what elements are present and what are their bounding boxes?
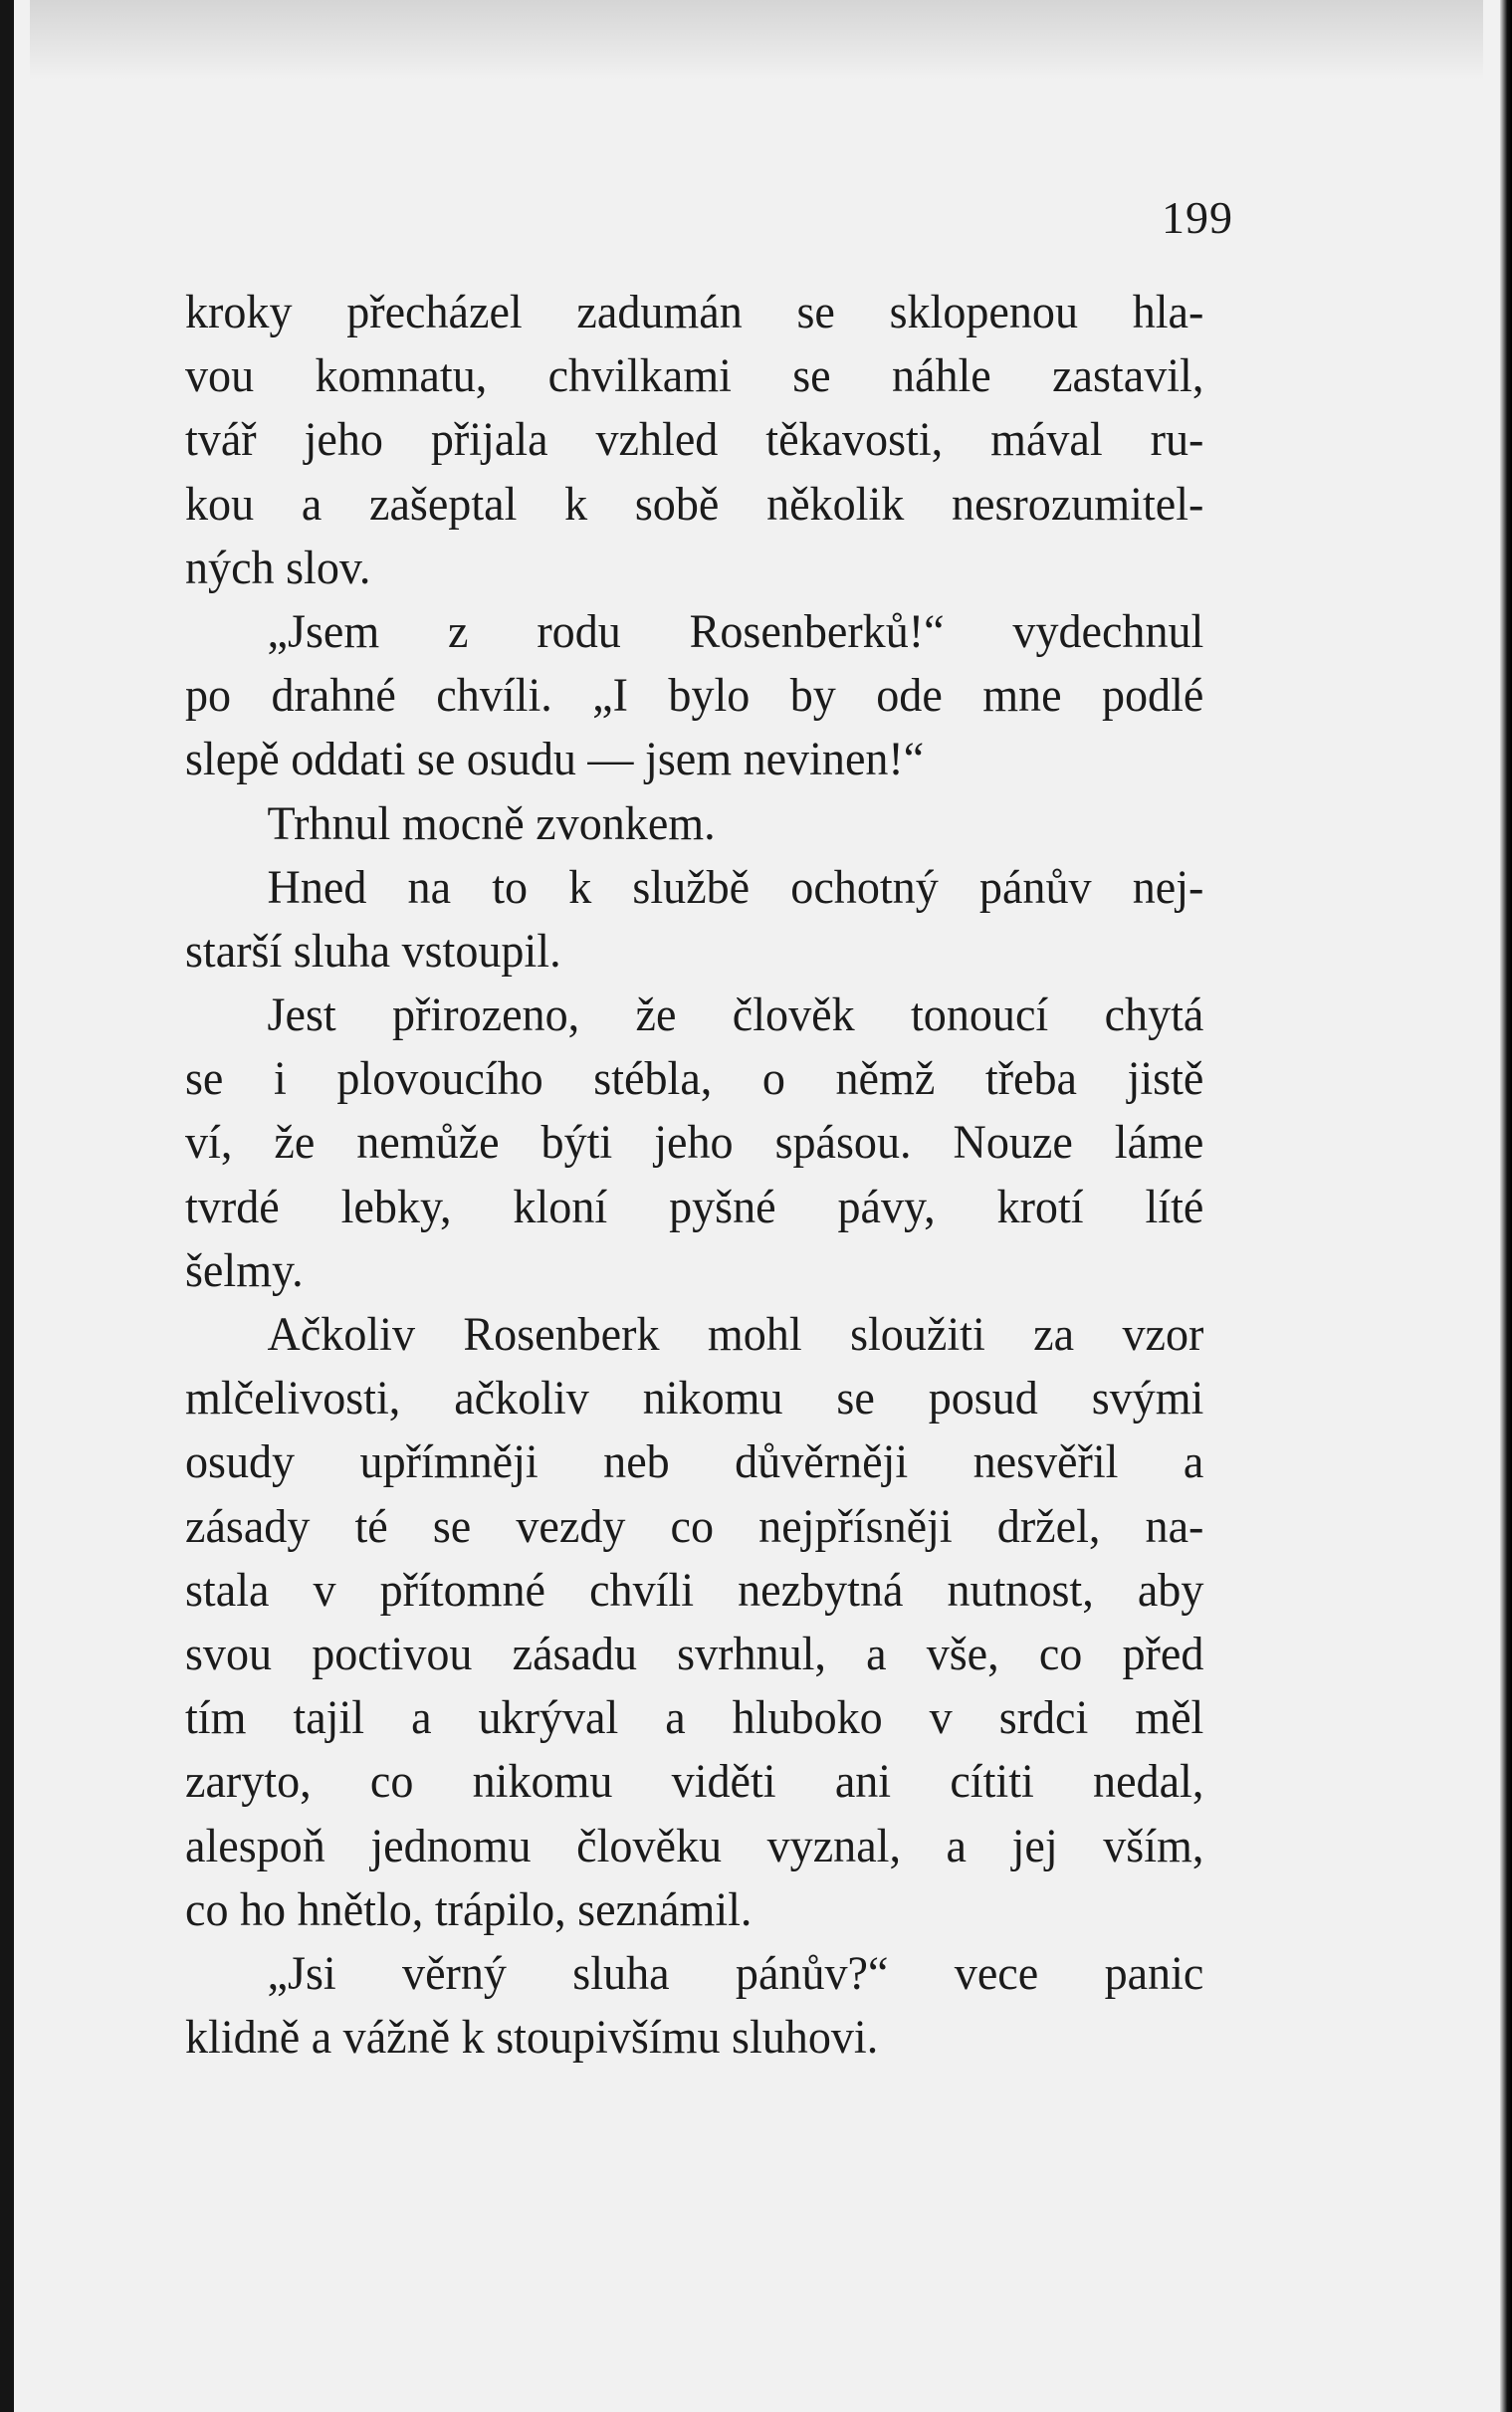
text-line: ví, že nemůže býti jeho spásou. Nouze láme	[185, 1116, 1204, 1170]
text-line: Jest přirozeno, že člověk tonoucí chytá	[267, 988, 1204, 1042]
text-line: se i plovoucího stébla, o němž třeba jistě	[185, 1052, 1204, 1106]
text-line: slepě oddati se osudu — jsem nevinen!“	[185, 733, 925, 786]
text-line: kroky přecházel zadumán se sklopenou hla-	[185, 286, 1204, 338]
scan-right-edge	[1500, 0, 1512, 2412]
page-number: 199	[1162, 192, 1233, 243]
text-line: mlčelivosti, ačkoliv nikomu se posud svými	[185, 1372, 1204, 1425]
text-line: kou a zašeptal k sobě několik nesrozumitel-	[185, 477, 1204, 531]
text-line: starší sluha vstoupil.	[185, 924, 561, 978]
text-line: po drahné chvíli. „I bylo by ode mne podlé	[185, 669, 1204, 723]
scan-left-edge	[0, 0, 14, 2412]
text-line: „Jsem z rodu Rosenberků!“ vydechnul	[267, 604, 1204, 658]
text-line: šelmy.	[185, 1243, 304, 1297]
text-line: tvář jeho přijala vzhled těkavosti, mával ru-	[185, 413, 1204, 467]
text-line: svou poctivou zásadu svrhnul, a vše, co před	[185, 1627, 1204, 1680]
text-line: zaryto, co nikomu viděti ani cítiti nedal,	[185, 1755, 1204, 1809]
text-line: Ačkoliv Rosenberk mohl sloužiti za vzor	[267, 1308, 1204, 1361]
text-line: Trhnul mocně zvonkem.	[267, 796, 716, 850]
text-line: vou komnatu, chvilkami se náhle zastavil,	[185, 349, 1204, 403]
text-line: Hned na to k službě ochotný pánův nej-	[267, 860, 1204, 914]
text-line: co ho hnětlo, trápilo, seznámil.	[185, 1882, 753, 1936]
text-line: osudy upřímněji neb důvěrněji nesvěřil a	[185, 1435, 1204, 1489]
text-line: ných slov.	[185, 541, 371, 594]
text-line: „Jsi věrný sluha pánův?“ vece panic	[267, 1946, 1204, 2000]
text-line: klidně a vážně k stoupivšímu sluhovi.	[185, 2011, 879, 2065]
text-line: zásady té se vezdy co nejpřísněji držel, na-	[185, 1499, 1204, 1553]
text-line: alespoň jednomu člověku vyznal, a jej vším,	[185, 1819, 1204, 1872]
body-text	[185, 281, 1203, 2070]
text-line: tím tajil a ukrýval a hluboko v srdci měl	[185, 1691, 1204, 1745]
text-line: stala v přítomné chvíli nezbytná nutnost, aby	[185, 1563, 1204, 1617]
text-line: tvrdé lebky, kloní pyšné pávy, krotí líté	[185, 1180, 1204, 1233]
scan-smudge	[30, 0, 1483, 80]
